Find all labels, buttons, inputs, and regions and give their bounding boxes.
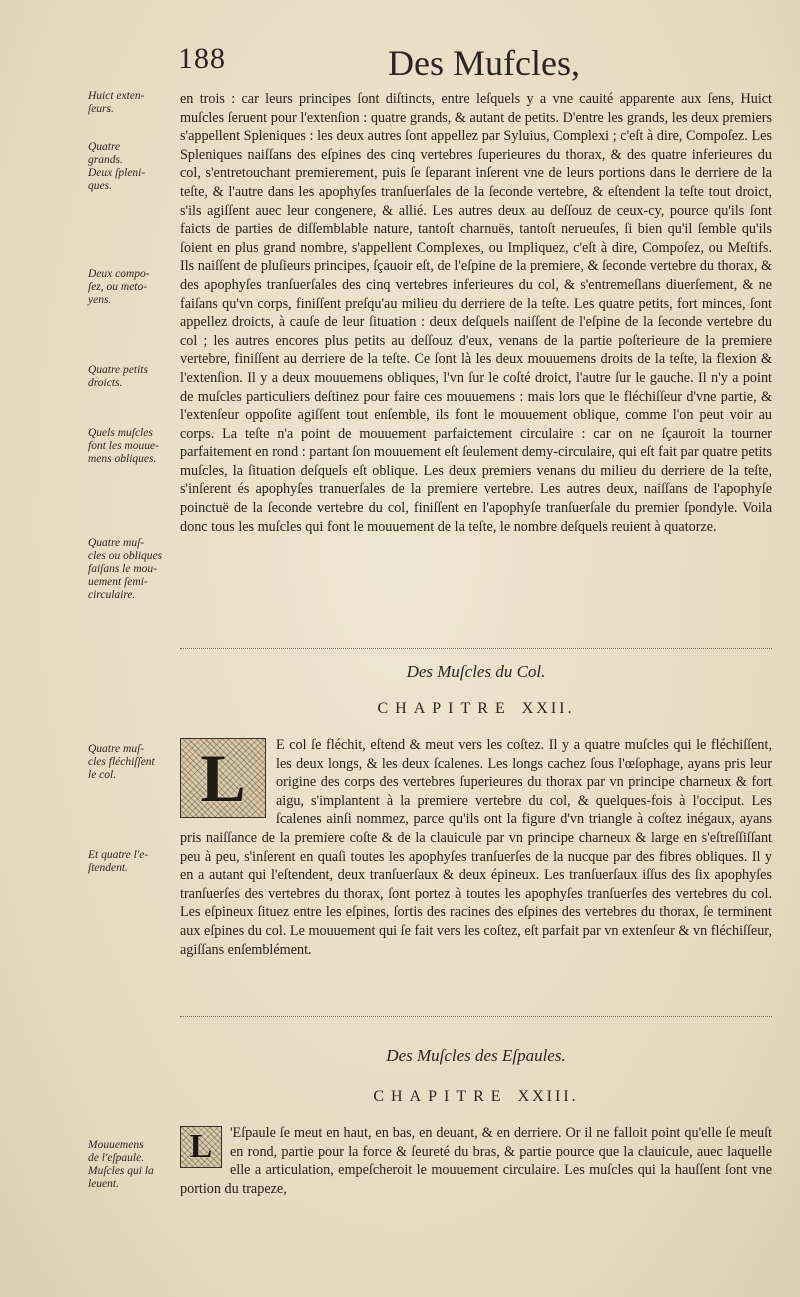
chapter-heading [180,700,772,718]
chapter-word: CHAPITRE [377,700,512,717]
section-divider [180,1016,772,1017]
section-body-neck-muscles [180,736,772,1008]
page-number: 188 [178,42,226,75]
section-title: Des Muſcles du Col. [406,662,546,681]
chapter-word: CHAPITRE [373,1088,508,1105]
margin-note: Huict exten- ſeurs. [88,90,145,115]
margin-note: Deux compo- ſez, ou meto- yens. [88,268,150,306]
chapter-number: XXIII. [517,1088,579,1105]
margin-note: Quatre petits droicts. [88,364,148,389]
initial-letter: L [200,739,246,816]
chapter-number: XXII. [521,700,575,717]
ornamental-initial [180,738,266,818]
ornamental-initial [180,1126,222,1168]
section-divider [180,648,772,649]
initial-letter: L [189,1127,213,1165]
section-body-shoulder-muscles [180,1124,772,1204]
paragraph: 'Eſpaule ſe meut en haut, en bas, en deuant, & en derriere. Or il ne falloit point qu'elle ſe meuſt en rond, partie pour la force & ſeureté du bras, & partie pource que la clauicule, auec laquelle elle a articulation, empeſcheroit le mouuement circulaire. Les muſcles qui la hauſſent ſont vne portion du trapeze, [180,1125,772,1197]
running-title: Des Mufcles, [388,43,580,83]
margin-note: Quatre grands. Deux ſpleni- ques. [88,141,146,192]
paragraph: en trois : car leurs principes ſont diſtincts, entre leſquels y a vne cauité apparente aux ſens, Huict muſcles ſeruent pour l'extenſion : quatre grands, & autant de petits. D'entre les grands, les deux premiers s'appellent Spleniques : les deux autres ſont appellez par Syluius, Complexi ; c'eſt à dire, Compoſez. Les Spleniques naiſſans des eſpines des cinq vertebres ſuperieures du thorax, & des quatre inferieures du col, s'entretouchant premierement, puis ſe ſeparant inſerent vne de leurs portions dans le derriere de la teſte, & l'autre dans les apophyſes tranſuerſales de la ſeconde vertebre, & eſtendent la teſte tout droict, s'ils agiſſent auec leur congenere, & allié. Les autres deux au deſſouz de ceux-cy, pource qu'ils ſont faicts de parties de diſſemblable nature, tantoſt charnuës, tantoſt nerueuſes, ſi bien qu'il ſemble qu'ils ſoient en plus grand nombre, s'appellent Complexes, ou Impliquez, c'eſt à dire, Compoſez, ou Meſtifs. Ils naiſſent de pluſieurs principes, ſçauoir eſt, de l'eſpine de la premiere, & ſeconde vertebre du thorax, & des apophyſes tranſuerſales des cinq vertebres inferieures du col, & s'entremeſlans diuerſement, & ne faiſans qu'vn corps, finiſſent preſqu'au milieu du derriere de la teſte. Les quatre petits, fort minces, ſont appellez droicts, à cauſe de leur ſituation : deux deſquels naiſſent de l'eſpine de la ſeconde vertebre du col ; les autres encores plus petits au deſſouz d'eux, venans de la partie poſterieure de la premiere vertebre, finiſſent au derriere de la teſte. Ce ſont là les deux mouuemens droits de la teſte, la flexion & l'extenſion. Il y a deux mouuemens obliques, l'vn ſur le coſté droict, l'autre ſur le gauche. Il n'y a point de muſcles particuliers deſtinez pour faire ces mouuemens : mais lors que le fléchiſſeur d'vne partie, & l'extenſeur oppoſite agiſſent tout enſemble, ils font le mouuement oblique, comme l'on peut voir au corps. La teſte n'a point de mouuement parfaictement circulaire : car on ne ſçauroit la tourner parfaitement en rond : partant ſon mouuement eſt ſeulement demy-circulaire, qui eſt fait par quatre petits muſcles, la ſituation deſquels eſt oblique. Les deux premiers venans du milieu du derriere de la teſte, s'inſerent és apophyſes tranuerſales de la premiere vertebre. Les autres deux, naiſſans de l'apophyſe poinctuë de la ſeconde vertebre du col, finiſſent en l'apophyſe tranſuerſale du premier ſpondyle. Voila donc tous les muſcles qui font le mouuement de la teſte, le nombre deſquels reuient à quatorze. [180,91,772,535]
margin-note: Quatre muſ- cles ou obliques faiſans le mou- uement ſemi- circulaire. [88,537,163,601]
chapter-heading [180,1088,772,1106]
margin-note: Mouuemens de l'eſpaule. Muſcles qui la leuent. [88,1139,154,1190]
page-header [0,38,800,88]
paragraph: E col ſe fléchit, eſtend & meut vers les coſtez. Il y a quatre muſcles qui le fléchiſſent, les deux longs, & les deux ſcalenes. Les longs cachez ſous l'œſophage, ayans pris leur origine des corps des vertebres ſuperieures du thorax par vn principe charneux & fort aigu, s'implantent à la premiere vertebre du col, & quelques-fois à l'occiput. Les ſcalenes ainſi nommez, parce qu'ils ont la figure d'vn triangle à coſtez inégaux, ayans pris naiſſance de la premiere coſte & de la clauicule par vn principe charneux & large en s'eſtreſſiſſant peu à peu, s'inſerent en quaſi toutes les apophyſes tranſuerſes de la nucque par des fibres obliques. Il y en a autant qui l'eſtendent, deux tranſuerſaux & deux épineux. Les tranſuerſaux iſſus des ſix apophyſes tranſuerſes des vertebres du thorax, ſont portez à toutes les apophyſes tranſuerſes des vertebres du col. Les eſpineux ſituez entre les eſpines, ſortis des racines des eſpines des vertebres du thorax, ſe terminent aux eſpines du col. Le mouuement qui ſe fait vers les coſtez, eſt parfait par vn extenſeur & vn fléchiſſeur, agiſſans enſemblément. [180,737,772,958]
section-title: Des Muſcles des Eſpaules. [386,1046,566,1065]
margin-note: Et quatre l'e- ſtendent. [88,849,149,874]
section-body-head-muscles [180,90,772,636]
margin-note: Quatre muſ- cles fléchiſſent le col. [88,743,155,781]
margin-note: Quels muſcles font les mouue- mens obliques. [88,427,159,465]
